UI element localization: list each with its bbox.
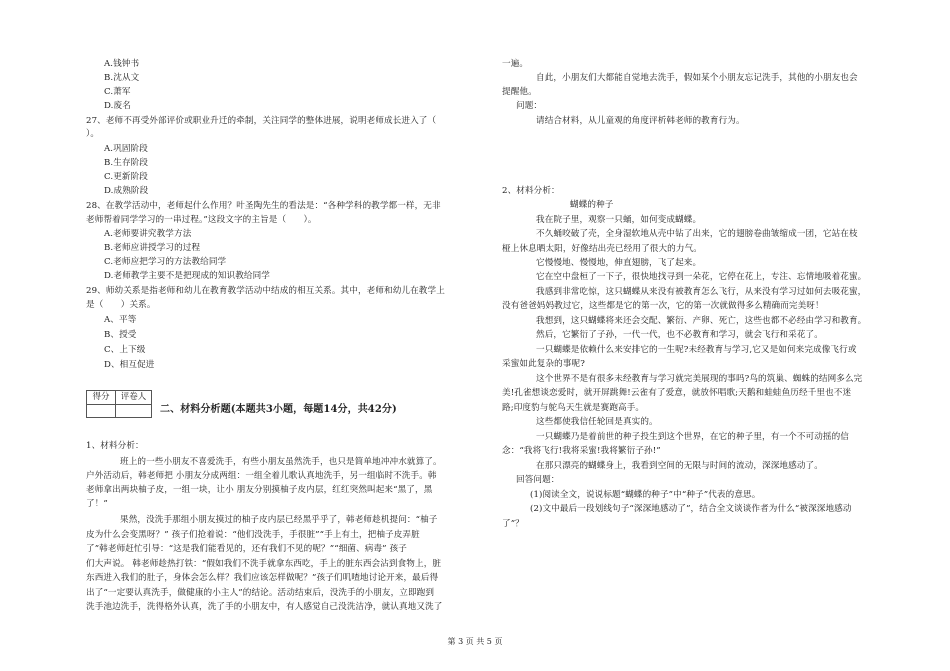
sub-question-2: (2)文中最后一段划线句子“深深地感动了”，结合全文谈谈作者为什么“被深深地感动 xyxy=(530,504,852,514)
paragraph-line: 念：“我将飞行!我将采蜜!我将繁衍子孙!” xyxy=(502,446,661,456)
option-line: C、上下级 xyxy=(104,345,146,355)
option-line: D.老师教学主要不是把现成的知识教给同学 xyxy=(104,271,271,281)
paragraph-line: 不久蛹咬破了壳，全身湿软地从壳中钻了出来，它的翅膀卷曲皱缩成一团，它站在枝 xyxy=(536,229,858,239)
paragraph-line: 自此，小朋友们大都能自觉地去洗手，假如某个小朋友忘记洗手，其他的小朋友也会 xyxy=(536,73,858,83)
paragraph-line: 没有爸爸妈妈教过它，这些都是它的第一次，它的第一次就做得多么精确而完美呀！ xyxy=(502,301,824,311)
score-label: 得分 xyxy=(92,392,110,402)
paragraph-line: 一只蝴蝶是依赖什么来安排它的一生呢?未经教育与学习,它又是如何来完成像飞行或 xyxy=(536,345,857,355)
option-line: B.老师应讲授学习的过程 xyxy=(104,243,201,253)
paragraph-line: 出了“一定要认真洗手，做健康的小主人”的结论。活动结束后，没洗手的小朋友，立即跑到 xyxy=(86,588,435,598)
paragraph-line: 东西进入我们的肚子，身体会怎么样？我们应该怎样做呢？”孩子们叽喳地讨论开来，最后得 xyxy=(86,573,439,583)
option-line: A.老师要讲究教学方法 xyxy=(104,229,192,239)
question-text: 请结合材料，从儿童观的角度评析韩老师的教育行为。 xyxy=(536,116,745,126)
paragraph-line: 皮为什么会变黑呀？” 孩子们抢着说：“他们没洗手，手很脏”“手上有土，把柚子皮弄脏 xyxy=(86,530,420,540)
question-28-cont: 老师帮着同学学习的一串过程。”这段文字的主旨是（ ）。 xyxy=(86,215,317,225)
paragraph-line: 桠上休息晒太阳，好像结出壳已经用了很大的力气。 xyxy=(502,244,702,254)
answer-label: 回答问题： xyxy=(516,475,560,485)
paragraph-line: 洗手池边洗手，洗得格外认真，洗了手的小朋友中，有人感觉自己没洗洁净，就认真地又洗了 xyxy=(86,602,443,612)
question-29-cont: 是（ ）关系。 xyxy=(86,300,156,310)
score-box-divider xyxy=(87,404,151,405)
paragraph-line: 一遍。 xyxy=(502,59,529,69)
option-line: A、平等 xyxy=(104,315,137,325)
paragraph-line: 我感到非常吃惊，这只蝴蝶从来没有被教育怎么飞行，从来没有学习过如何去吸花蜜， xyxy=(536,287,867,297)
paragraph-line: 它慢慢地、慢慢地，伸直翅膀，飞了起来。 xyxy=(536,258,702,268)
score-box xyxy=(86,390,152,418)
option-line: A.钱钟书 xyxy=(104,59,140,69)
poem-title: 蝴蝶的种子 xyxy=(570,200,614,210)
option-line: C.更新阶段 xyxy=(104,172,148,182)
paragraph-line: 这些都使我信任轮回是真实的。 xyxy=(536,417,658,427)
question-29: 29、师幼关系是指老师和幼儿在教育教学活动中结成的相互关系。其中，老师和幼儿在教学上 xyxy=(86,286,445,296)
paragraph-line: 一只蝴蝶乃是着前世的种子投生到这个世界，在它的种子里，有一个不可动摇的信 xyxy=(536,432,849,442)
option-line: A.巩固阶段 xyxy=(104,144,148,154)
score-box-divider xyxy=(115,391,116,417)
section-title: 二、材料分析题(本题共3小题，每题14分，共42分) xyxy=(160,404,397,415)
reviewer-label: 评卷人 xyxy=(120,392,147,402)
paragraph-line: 美!孔雀想谈恋爱时，就开屏跳舞!云雀有了爱意，就放怀唱歌;天鹅和蛙蛙鱼历经千里也不迷 xyxy=(502,388,852,398)
paragraph-line: 我在院子里，观察一只蛹，如何变成蝴蝶。 xyxy=(536,215,702,225)
paragraph-line: 它在空中盘桓了一下子，很快地找寻到一朵花，它停在花上，专注、忘情地吸着花蜜。 xyxy=(536,272,867,282)
paragraph-line: 班上的一些小朋友不喜爱洗手，有些小朋友虽然洗手，也只是简单地冲冲水就算了。 xyxy=(120,457,442,467)
question-28: 28、在教学活动中，老师起什么作用？叶圣陶先生的看法是：“各种学科的教学都一样，无非 xyxy=(86,201,441,211)
paragraph-line: 在那只漂亮的蝴蝶身上，我看到空间的无限与时间的流动，深深地感动了。 xyxy=(536,461,823,471)
page-footer: 第 3 页 共 5 页 xyxy=(447,637,503,646)
option-line: B.生存阶段 xyxy=(104,158,149,168)
paragraph-line: 这个世界不是有很多未经教育与学习就完美展现的事吗?鸟的筑巢、蜘蛛的结网多么完 xyxy=(536,374,863,384)
material-2-label: 2、材料分析： xyxy=(502,186,560,196)
option-line: D.成熟阶段 xyxy=(104,186,149,196)
paragraph-line: 我想到，这只蝴蝶将来还会交配、繁衍、产卵、死亡，这些也都不必经由学习和教育。 xyxy=(536,316,867,326)
sub-question-1: (1)阅读全文，说说标题“蝴蝶的种子”中“种子”代表的意思。 xyxy=(530,490,761,500)
question-27: 27、老师不再受外部评价或职业升迁的牵制，关注同学的整体进展，说明老师成长进入了（ xyxy=(86,116,437,126)
paragraph-line: 老师拿出两块柚子皮，一组一块，让小 朋友分别摸柚子皮内层，红红突然叫起来“黑了，黑 xyxy=(86,485,433,495)
option-line: C.萧军 xyxy=(104,87,131,97)
paragraph-line: 果然，没洗手那组小朋友摸过的柚子皮内层已经黑乎乎了，韩老师趁机提问：“柚子 xyxy=(120,515,438,525)
paragraph-line: 了”韩老师赶忙引导：“这是我们能看见的，还有我们不见的呢？”“细菌、病毒” 孩子 xyxy=(86,544,407,554)
paragraph-line: 路;印度豹与鸵鸟天生就是赛跑高手。 xyxy=(502,403,645,413)
paragraph-line: 提醒他。 xyxy=(502,87,537,97)
option-line: D、相互促进 xyxy=(104,360,155,370)
question-27-cont: ）。 xyxy=(86,129,100,139)
option-line: B、授受 xyxy=(104,330,137,340)
paragraph-line: 了！” xyxy=(86,499,108,509)
paragraph-line: 们大声说。 韩老师趁热打铁：“假如我们不洗手就拿东西吃，手上的脏东西会沾到食物上，脏 xyxy=(86,559,442,569)
option-line: C.老师应把学习的方法教给同学 xyxy=(104,257,227,267)
paragraph-line: 户外活动后，韩老师把 小朋友分成两组：一组全着儿歌认真地洗手，另一组临时不洗手。韩 xyxy=(86,471,437,481)
option-line: D.废名 xyxy=(104,101,131,111)
question-label: 问题： xyxy=(516,101,543,111)
sub-question-2-cont: 了”？ xyxy=(502,519,524,529)
material-1-label: 1、材料分析： xyxy=(86,441,144,451)
option-line: B.沈从文 xyxy=(104,73,140,83)
paragraph-line: 采蜜如此复杂的事呢? xyxy=(502,359,585,369)
paragraph-line: 然后，它繁衍了子孙，一代一代，也不必教育和学习，就会飞行和采花了。 xyxy=(536,330,823,340)
